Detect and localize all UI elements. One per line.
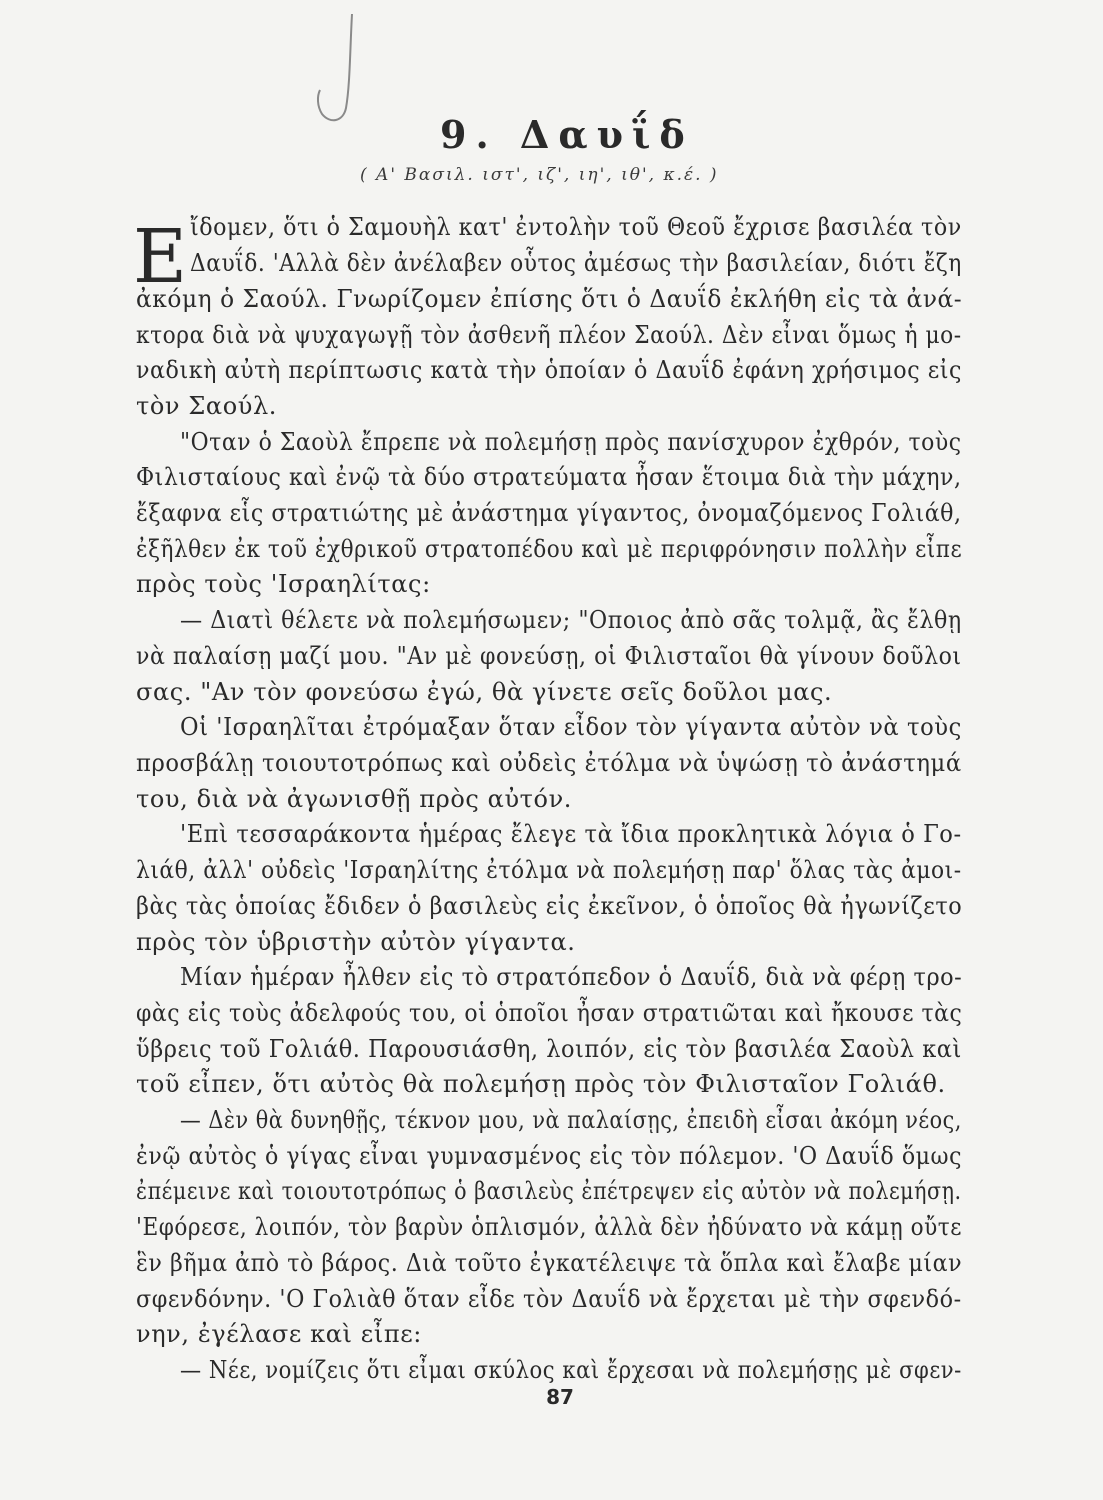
text-line: — Νέε, νομίζεις ὅτι εἶμαι σκύλος καὶ ἔρχεσαι νὰ πολεμήσῃς μὲ σφεν- (180, 1356, 962, 1384)
text-line: 'Εφόρεσε, λοιπόν, τὸν βαρὺν ὁπλισμόν, ἀλλὰ δὲν ἠδύνατο νὰ κάμῃ οὔτε (136, 1213, 962, 1242)
text-line: νὰ παλαίσῃ μαζί μου. "Αν μὲ φονεύσῃ, οἱ Φιλισταῖοι θὰ γίνουν δοῦλοι (136, 641, 962, 670)
text-line: ἔξαφνα εἷς στρατιώτης μὲ ἀνάστημα γίγαντος, ὀνομαζόμενος Γολιάθ, (136, 499, 962, 528)
text-line: τοῦ εἶπεν, ὅτι αὐτὸς θὰ πολεμήσῃ πρὸς τὸν Φιλισταῖον Γολιάθ. (136, 1070, 946, 1099)
text-line: ἐνῷ αὐτὸς ὁ γίγας εἶναι γυμνασμένος εἰς τὸν πόλεμον. 'Ο Δαυΐδ ὅμως (136, 1141, 963, 1170)
text-line: ναδικὴ αὐτὴ περίπτωσις κατὰ τὴν ὁποίαν ὁ Δαυΐδ ἐφάνη χρήσιμος εἰς (136, 356, 963, 385)
text-line: πρὸς τὸν ὑβριστὴν αὐτὸν γίγαντα. (136, 927, 576, 956)
text-line: σας. "Αν τὸν φονεύσω ἐγώ, θὰ γίνετε σεῖς δοῦλοι μας. (136, 677, 833, 706)
text-line: ἐξῆλθεν ἐκ τοῦ ἐχθρικοῦ στρατοπέδου καὶ μὲ περιφρόνησιν πολλὴν εἶπε (136, 534, 963, 563)
text-line: Δαυΐδ. 'Αλλὰ δὲν ἀνέλαβεν οὗτος ἀμέσως τὴν βασιλείαν, διότι ἔζη (190, 249, 962, 278)
text-line: προσβάλῃ τοιουτοτρόπως καὶ οὐδεὶς ἐτόλμα νὰ ὑψώσῃ τὸ ἀνάστημά (136, 749, 962, 777)
text-line: ἐπέμεινε καὶ τοιουτοτρόπως ὁ βασιλεὺς ἐπέτρεψεν εἰς αὐτὸν νὰ πολεμήσῃ. (136, 1177, 962, 1206)
drop-cap: Ε (133, 214, 188, 300)
text-line: πρὸς τοὺς 'Ισραηλίτας: (136, 570, 431, 599)
text-line: σφενδόνην. 'Ο Γολιὰθ ὅταν εἶδε τὸν Δαυΐδ νὰ ἔρχεται μὲ τὴν σφενδό- (136, 1284, 962, 1313)
pencil-mark (300, 10, 380, 130)
text-line: Φιλισταίους καὶ ἐνῷ τὰ δύο στρατεύματα ἦσαν ἕτοιμα διὰ τὴν μάχην, (136, 463, 962, 492)
text-line: — Δὲν θὰ δυνηθῇς, τέκνον μου, νὰ παλαίσῃς, ἐπειδὴ εἶσαι ἀκόμη νέος, (180, 1106, 962, 1135)
text-line: ἓν βῆμα ἀπὸ τὸ βάρος. Διὰ τοῦτο ἐγκατέλειψε τὰ ὅπλα καὶ ἔλαβε μίαν (136, 1248, 963, 1277)
text-line: του, διὰ νὰ ἀγωνισθῇ πρὸς αὐτόν. (136, 784, 573, 813)
text-line: 'Επὶ τεσσαράκοντα ἡμέρας ἔλεγε τὰ ἴδια προκλητικὰ λόγια ὁ Γο- (180, 820, 962, 849)
text-line: λιάθ, ἀλλ' οὐδεὶς 'Ισραηλίτης ἐτόλμα νὰ πολεμήσῃ παρ' ὅλας τὰς ἀμοι- (136, 856, 962, 885)
text-line: τὸν Σαούλ. (136, 391, 277, 420)
text-line: ὕβρεις τοῦ Γολιάθ. Παρουσιάσθη, λοιπόν, εἰς τὸν βασιλέα Σαοὺλ καὶ (136, 1034, 962, 1063)
text-line: ἴδομεν, ὅτι ὁ Σαμουὴλ κατ' ἐντολὴν τοῦ Θεοῦ ἔχρισε βασιλέα τὸν (190, 213, 962, 242)
chapter-reference: ( Α' Βασιλ. ιστ', ιζ', ιη', ιθ', κ.έ. ) (360, 165, 719, 185)
page-number: 87 (546, 1385, 574, 1409)
text-line: Οἱ 'Ισραηλῖται ἐτρόμαξαν ὅταν εἶδον τὸν γίγαντα αὐτὸν νὰ τοὺς (180, 713, 962, 742)
text-line: — Διατὶ θέλετε νὰ πολεμήσωμεν; "Οποιος ἀπὸ σᾶς τολμᾷ, ἂς ἔλθῃ (180, 606, 962, 635)
text-line: "Οταν ὁ Σαοὺλ ἔπρεπε νὰ πολεμήσῃ πρὸς πανίσχυρον ἐχθρόν, τοὺς (180, 427, 962, 456)
text-line: φὰς εἰς τοὺς ἀδελφούς του, οἱ ὁποῖοι ἦσαν στρατιῶται καὶ ἤκουσε τὰς (136, 998, 963, 1027)
text-line: νην, ἐγέλασε καὶ εἶπε: (136, 1320, 422, 1349)
text-line: Μίαν ἡμέραν ἦλθεν εἰς τὸ στρατόπεδον ὁ Δαυΐδ, διὰ νὰ φέρῃ τρο- (180, 963, 963, 992)
chapter-title: 9. Δαυΐδ (440, 112, 694, 157)
text-line: ἀκόμη ὁ Σαούλ. Γνωρίζομεν ἐπίσης ὅτι ὁ Δαυΐδ ἐκλήθη εἰς τὰ ἀνά- (136, 284, 963, 313)
text-line: κτορα διὰ νὰ ψυχαγωγῇ τὸν ἀσθενῆ πλέον Σαούλ. Δὲν εἶναι ὅμως ἡ μο- (136, 320, 962, 349)
text-line: βὰς τὰς ὁποίας ἔδιδεν ὁ βασιλεὺς εἰς ἐκεῖνον, ὁ ὁποῖος θὰ ἠγωνίζετο (136, 891, 963, 920)
